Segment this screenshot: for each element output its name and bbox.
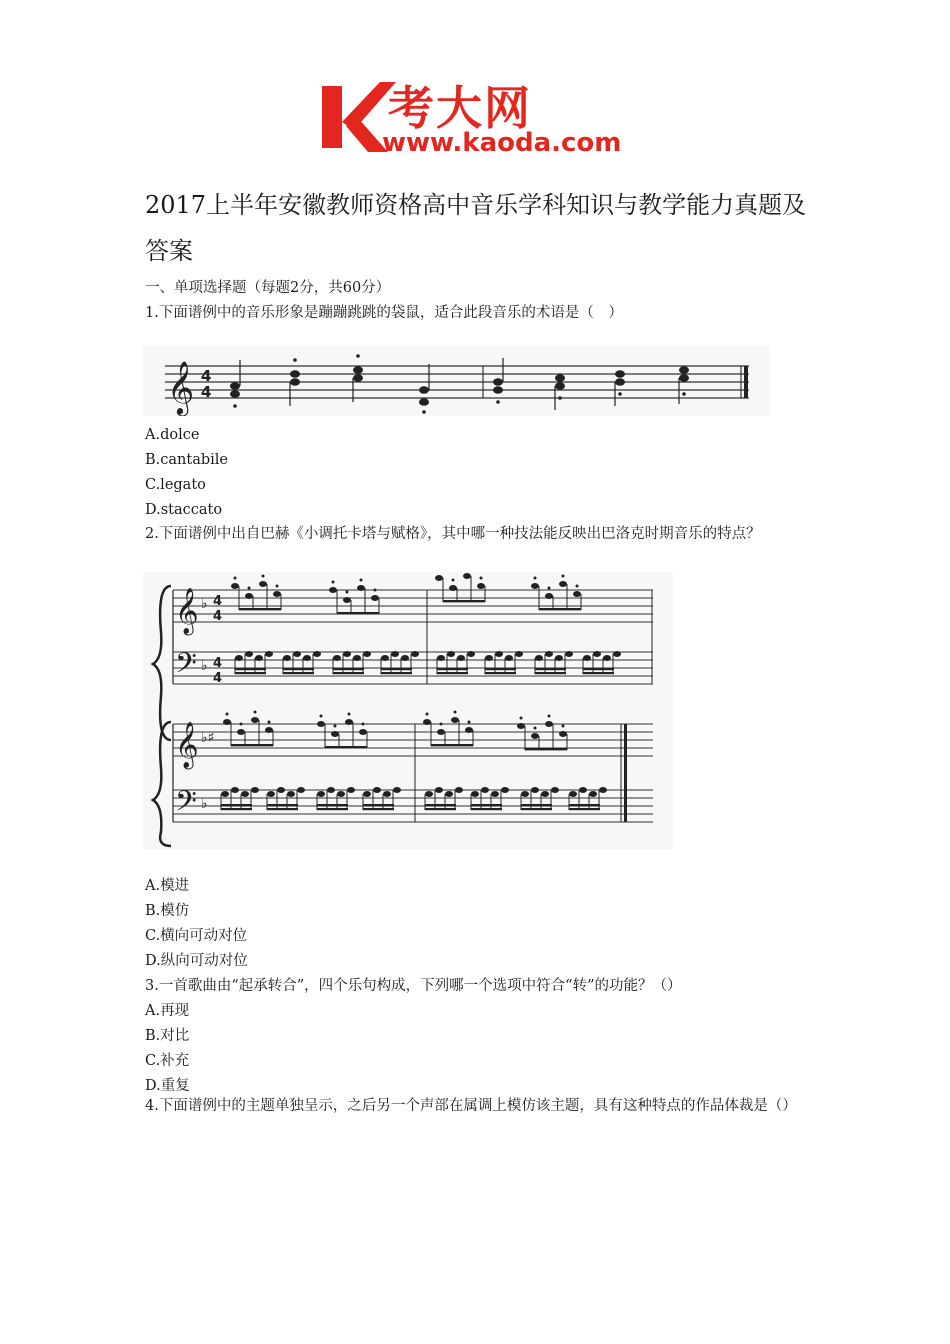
svg-text:♭: ♭ <box>201 658 208 674</box>
score-example-1 <box>143 346 770 416</box>
question-2-option-d: D.纵向可动对位 <box>145 953 248 969</box>
treble-clef-icon: 𝄞 <box>175 722 199 768</box>
score-2-grand-staff <box>143 572 673 849</box>
svg-text:4: 4 <box>201 367 212 385</box>
question-1-option-d: D.staccato <box>145 502 223 518</box>
svg-text:4: 4 <box>213 594 223 609</box>
question-3-stem: 3.一首歌曲由“起承转合”，四个乐句构成，下列哪一个选项中符合“转”的功能？（） <box>145 978 682 994</box>
question-1-option-c: C.legato <box>145 477 206 493</box>
svg-text:♭♯: ♭♯ <box>201 730 215 746</box>
question-2-option-a: A.模进 <box>145 878 190 894</box>
score-example-2 <box>143 572 673 849</box>
question-3-option-a: A.再现 <box>145 1003 190 1019</box>
question-1-option-b: B.cantabile <box>145 452 228 468</box>
section-header: 一、单项选择题（每题2分，共60分） <box>145 280 391 296</box>
bass-clef-icon: 𝄢 <box>175 785 197 825</box>
treble-clef-icon: 𝄞 <box>175 588 199 634</box>
question-2-option-c: C.横向可动对位 <box>145 928 248 944</box>
question-3-option-d: D.重复 <box>145 1078 190 1094</box>
svg-text:4: 4 <box>213 656 223 671</box>
logo-brand-text: 考大网 <box>388 81 532 135</box>
question-1-option-a: A.dolce <box>145 427 200 443</box>
svg-text:♭: ♭ <box>201 596 208 612</box>
bass-clef-icon: 𝄢 <box>175 647 197 687</box>
svg-text:4: 4 <box>201 383 212 401</box>
question-1-stem: 1.下面谱例中的音乐形象是蹦蹦跳跳的袋鼠，适合此段音乐的术语是（ ） <box>145 305 623 321</box>
question-4-stem: 4.下面谱例中的主题单独呈示，之后另一个声部在属调上模仿该主题，具有这种特点的作品体裁是（） <box>145 1098 797 1114</box>
page-title: 2017上半年安徽教师资格高中音乐学科知识与教学能力真题及答案 <box>145 191 807 265</box>
question-3-option-c: C.补充 <box>145 1053 190 1069</box>
score-1-staff <box>143 346 770 416</box>
kaoda-logo <box>318 78 648 164</box>
logo-url-text: www.kaoda.com <box>382 128 622 158</box>
question-3-option-b: B.对比 <box>145 1028 190 1044</box>
svg-text:4: 4 <box>213 671 223 686</box>
svg-text:4: 4 <box>213 609 223 624</box>
question-2-stem: 2.下面谱例中出自巴赫《小调托卡塔与赋格》，其中哪一种技法能反映出巴洛克时期音乐的特点？ <box>145 526 761 542</box>
question-2-option-b: B.模仿 <box>145 903 190 919</box>
svg-text:♭: ♭ <box>201 796 208 812</box>
treble-clef-icon: 𝄞 <box>167 360 195 414</box>
